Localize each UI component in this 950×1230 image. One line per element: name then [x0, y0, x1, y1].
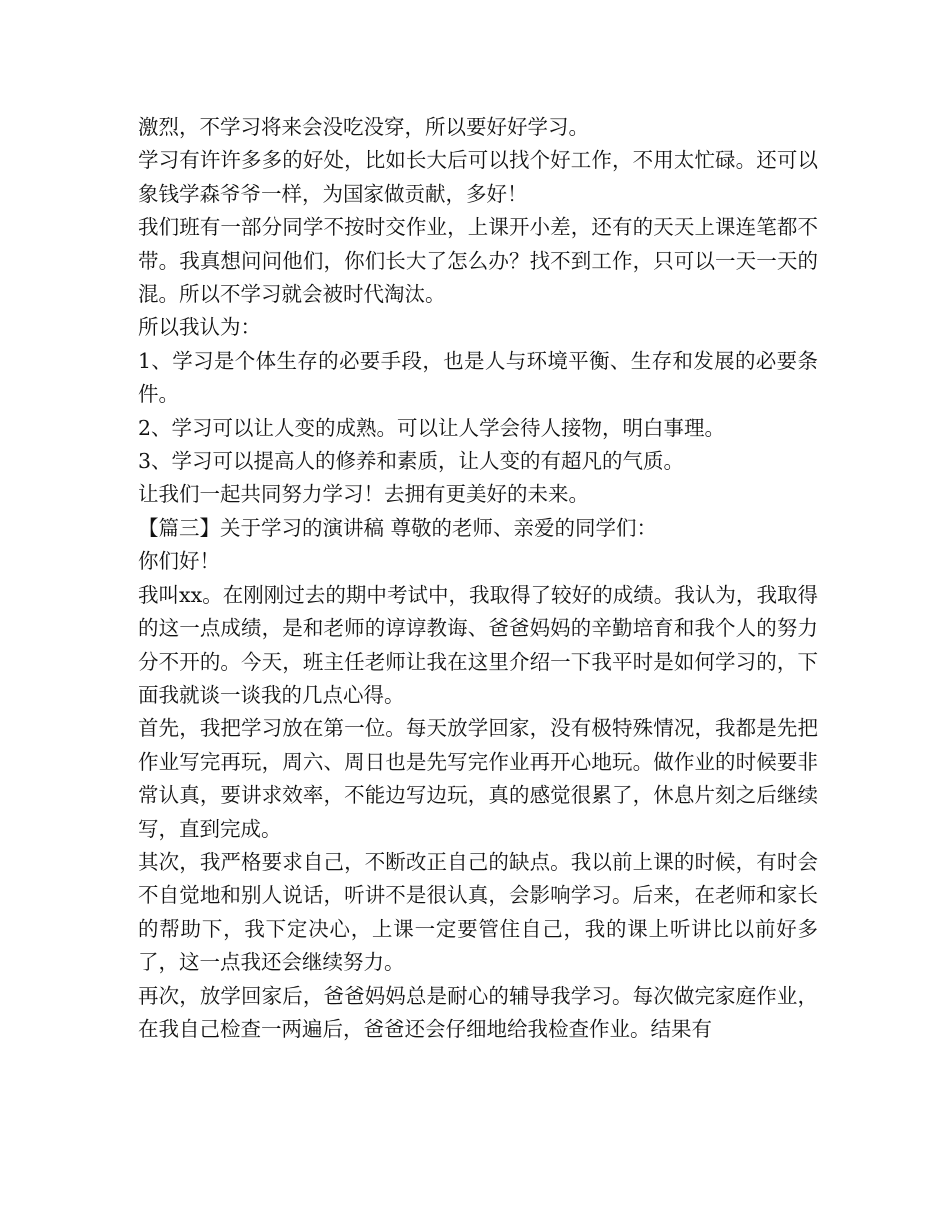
paragraph: 3、学习可以提高人的修养和素质，让人变的有超凡的气质。	[138, 449, 685, 474]
paragraph: 让我们一起共同努力学习！去拥有更美好的未来。	[138, 482, 589, 507]
paragraph: 所以我认为：	[138, 315, 261, 340]
paragraph: 2、学习可以让人变的成熟。可以让人学会待人接物，明白事理。	[138, 415, 726, 440]
paragraph: 我叫xx。在刚刚过去的期中考试中，我取得了较好的成绩。我认为，我取得的这一点成绩，是和老师的谆谆教诲、爸爸妈妈的辛勤培育和我个人的努力分不开的。今天，班主任老师让我在这里介绍一下我平时是如何学习的，下面我就谈一谈我的几点心得。	[138, 582, 818, 707]
paragraph: 首先，我把学习放在第一位。每天放学回家，没有极特殊情况，我都是先把作业写完再玩，周六、周日也是先写完作业再开心地玩。做作业的时候要非常认真，要讲求效率，不能边写边玩，真的感觉很累了，休息片刻之后继续写，直到完成。	[138, 716, 818, 841]
paragraph: 再次，放学回家后，爸爸妈妈总是耐心的辅导我学习。每次做完家庭作业，在我自己检查一两遍后，爸爸还会仔细地给我检查作业。结果有	[138, 983, 818, 1041]
paragraph: 学习有许许多多的好处，比如长大后可以找个好工作，不用太忙碌。还可以象钱学森爷爷一样，为国家做贡献，多好！	[138, 148, 818, 206]
paragraph: 其次，我严格要求自己，不断改正自己的缺点。我以前上课的时候，有时会不自觉地和别人说话，听讲不是很认真，会影响学习。后来，在老师和家长的帮助下，我下定决心，上课一定要管住自己，我的课上听讲比以前好多了，这一点我还会继续努力。	[138, 849, 818, 975]
section-heading: 【篇三】关于学习的演讲稿 尊敬的老师、亲爱的同学们：	[138, 515, 658, 540]
paragraph: 激烈，不学习将来会没吃没穿，所以要好好学习。	[138, 115, 589, 139]
paragraph: 1、学习是个体生存的必要手段，也是人与环境平衡、生存和发展的必要条件。	[138, 348, 818, 407]
paragraph: 我们班有一部分同学不按时交作业，上课开小差，还有的天天上课连笔都不带。我真想问问他们，你们长大了怎么办？找不到工作，只可以一天一天的混。所以不学习就会被时代淘汰。	[138, 215, 818, 307]
document-body	[138, 111, 818, 1046]
paragraph: 你们好！	[138, 549, 220, 574]
